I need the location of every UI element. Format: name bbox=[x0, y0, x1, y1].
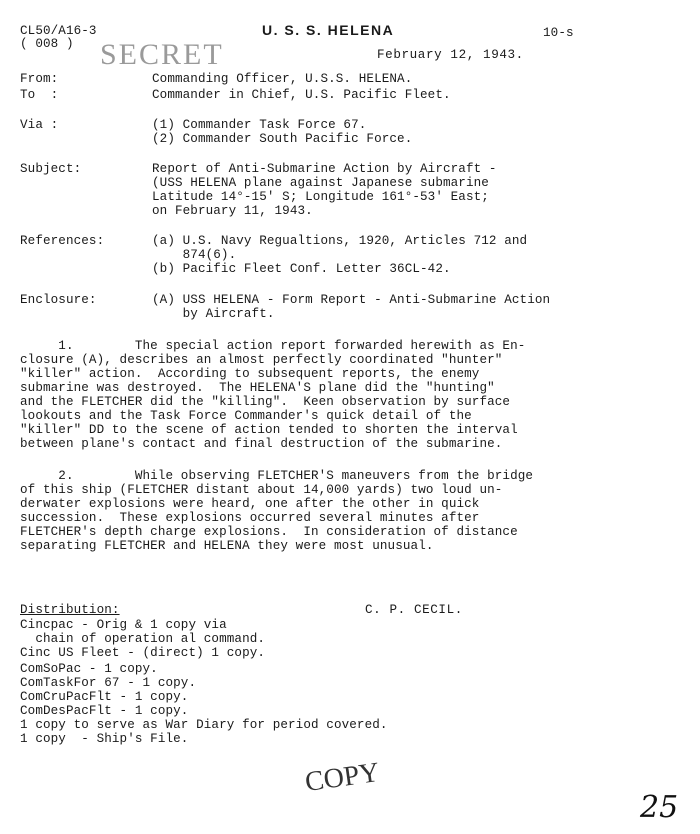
ship-name: U. S. S. HELENA bbox=[262, 22, 395, 38]
distribution-heading: Distribution: bbox=[20, 603, 120, 617]
subject-line: Latitude 14°-15' S; Longitude 161°-53' East; bbox=[152, 190, 489, 204]
subject-line: (USS HELENA plane against Japanese submarine bbox=[152, 176, 489, 190]
distribution-line: Cinc US Fleet - (direct) 1 copy. bbox=[20, 646, 266, 660]
distribution-line: Cincpac - Orig & 1 copy via bbox=[20, 618, 227, 632]
paragraph-1-line: "killer" DD to the scene of action tended to shorten the interval bbox=[20, 423, 518, 437]
distribution-line: 1 copy to serve as War Diary for period covered. bbox=[20, 718, 388, 732]
serial-number: ( 008 ) bbox=[20, 37, 74, 51]
handwritten-page-number: 25 bbox=[640, 790, 679, 825]
signature: C. P. CECIL. bbox=[365, 603, 463, 617]
reference-line: 874(6). bbox=[152, 248, 237, 262]
paragraph-2-line: 2. While observing FLETCHER'S maneuvers from the bridge bbox=[20, 469, 534, 483]
distribution-line: chain of operation al command. bbox=[20, 632, 266, 646]
paragraph-1-line: closure (A), describes an almost perfectly coordinated "hunter" bbox=[20, 353, 503, 367]
from-label: From: bbox=[20, 72, 59, 86]
paragraph-1-line: and the FLETCHER did the "killing". Keen observation by surface bbox=[20, 395, 511, 409]
distribution-line: ComDesPacFlt - 1 copy. bbox=[20, 704, 189, 718]
from-value: Commanding Officer, U.S.S. HELENA. bbox=[152, 72, 413, 86]
via-line: (2) Commander South Pacific Force. bbox=[152, 132, 413, 146]
letter-date: February 12, 1943. bbox=[377, 48, 524, 62]
reference-line: (b) Pacific Fleet Conf. Letter 36CL-42. bbox=[152, 262, 451, 276]
distribution-line: ComCruPacFlt - 1 copy. bbox=[20, 690, 189, 704]
paragraph-2-line: FLETCHER's depth charge explosions. In consideration of distance bbox=[20, 525, 518, 539]
via-line: (1) Commander Task Force 67. bbox=[152, 118, 367, 132]
distribution-line: ComTaskFor 67 - 1 copy. bbox=[20, 676, 197, 690]
enclosure-line: by Aircraft. bbox=[152, 307, 275, 321]
to-label: To : bbox=[20, 88, 59, 102]
paragraph-2-line: of this ship (FLETCHER distant about 14,000 yards) two loud un- bbox=[20, 483, 503, 497]
enclosure-label: Enclosure: bbox=[20, 293, 97, 307]
distribution-line: 1 copy - Ship's File. bbox=[20, 732, 189, 746]
subject-label: Subject: bbox=[20, 162, 82, 176]
paragraph-2-line: derwater explosions were heard, one after the other in quick bbox=[20, 497, 480, 511]
distribution-line: ComSoPac - 1 copy. bbox=[20, 662, 158, 676]
enclosure-line: (A) USS HELENA - Form Report - Anti-Submarine Action bbox=[152, 293, 551, 307]
references-label: References: bbox=[20, 234, 105, 248]
paragraph-2-line: separating FLETCHER and HELENA they were most unusual. bbox=[20, 539, 434, 553]
paragraph-1-line: 1. The special action report forwarded herewith as En- bbox=[20, 339, 526, 353]
paragraph-1-line: lookouts and the Task Force Commander's quick detail of the bbox=[20, 409, 472, 423]
paragraph-1-line: between plane's contact and final destruction of the submarine. bbox=[20, 437, 503, 451]
via-label: Via : bbox=[20, 118, 59, 132]
page-marker: 10-s bbox=[543, 26, 574, 40]
reference-line: (a) U.S. Navy Regualtions, 1920, Articles 712 and bbox=[152, 234, 528, 248]
paragraph-1-line: submarine was destroyed. The HELENA'S plane did the "hunting" bbox=[20, 381, 495, 395]
paragraph-1-line: "killer" action. According to subsequent reports, the enemy bbox=[20, 367, 480, 381]
paragraph-2-line: succession. These explosions occurred several minutes after bbox=[20, 511, 480, 525]
subject-line: on February 11, 1943. bbox=[152, 204, 313, 218]
file-code: CL50/A16-3 bbox=[20, 24, 97, 38]
subject-line: Report of Anti-Submarine Action by Aircraft - bbox=[152, 162, 497, 176]
secret-stamp: SECRET bbox=[100, 38, 224, 71]
to-value: Commander in Chief, U.S. Pacific Fleet. bbox=[152, 88, 451, 102]
copy-stamp: COPY bbox=[303, 756, 382, 799]
